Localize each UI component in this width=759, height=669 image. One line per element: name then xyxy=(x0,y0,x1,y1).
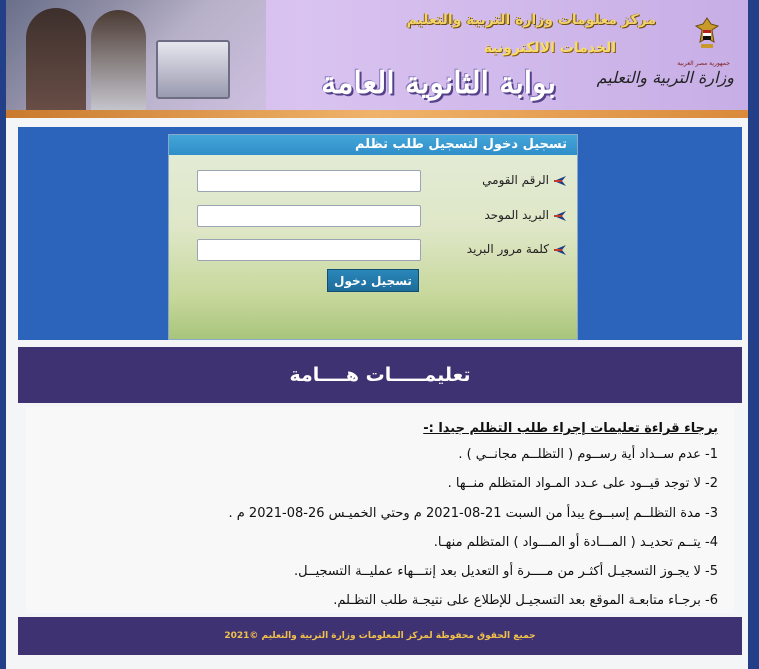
email-password-row xyxy=(169,239,577,263)
login-section xyxy=(18,127,742,340)
ministry-logo-subtitle: جمهورية مصر العربية xyxy=(677,60,730,67)
email-password-label: كلمة مرور البريد xyxy=(466,242,549,256)
arrow-bullet-icon xyxy=(553,243,567,257)
page-container xyxy=(6,0,748,669)
instruction-item: 1- عدم ســداد أية رســوم ( التظلــم مجانــي ) . xyxy=(458,447,718,462)
org-name: مركز معلومات وزارة التربية والتعليم xyxy=(406,12,656,28)
login-button[interactable]: تسجيل دخول xyxy=(327,269,419,292)
header-photo-person-2 xyxy=(91,10,146,118)
login-form xyxy=(168,134,578,340)
instruction-item: 6- برجـاء متابعـة الموقع بعد التسجيـل للإطلاع على نتيجـة طلب التظـلم. xyxy=(333,593,718,608)
header-banner xyxy=(6,0,748,118)
instruction-item: 2- لا توجد قيــود على عـدد المـواد المتظلم منــها . xyxy=(447,476,718,491)
instruction-item: 5- لا يجـوز التسجيـل أكثـر من مــــرة أو التعديل بعد إنتـــهاء عمليــة التسجيــل. xyxy=(294,564,718,579)
national-id-row xyxy=(169,170,577,194)
arrow-bullet-icon xyxy=(553,174,567,188)
arrow-bullet-icon xyxy=(553,209,567,223)
unified-email-label: البريد الموحد xyxy=(484,208,549,222)
unified-email-row xyxy=(169,205,577,229)
national-id-input[interactable] xyxy=(197,170,421,192)
instructions-heading: تعليمـــــات هــــامة xyxy=(18,347,742,403)
unified-email-input[interactable] xyxy=(197,205,421,227)
instruction-item: 3- مدة التظلــم إسبــوع يبدأ من السبت 21-08-2021 م وحتي الخميـس 26-08-2021 م . xyxy=(228,506,718,521)
instructions-panel xyxy=(26,407,734,613)
ministry-logo: وزارة التربية والتعليم xyxy=(596,68,734,87)
portal-title: بوابة الثانوية العامة xyxy=(321,66,556,101)
eagle-emblem-icon xyxy=(694,16,720,52)
header-photo-person-1 xyxy=(26,8,86,118)
footer-copyright: جميع الحقوق محفوظة لمركز المعلومات وزارة التربية والتعليم ©2021 xyxy=(18,617,742,655)
national-id-label: الرقم القومي xyxy=(482,173,549,187)
header-bottom-strip xyxy=(6,110,748,118)
header-photo-monitor xyxy=(156,40,230,99)
instructions-intro: برجاء قراءة تعليمات إجراء طلب التظلم جيدا :- xyxy=(423,421,718,436)
instruction-item: 4- يتــم تحديـد ( المـــادة أو المـــواد ) المتظلم منهـا. xyxy=(433,535,718,550)
header-photo xyxy=(6,0,266,118)
login-form-title xyxy=(169,135,577,155)
email-password-input[interactable] xyxy=(197,239,421,261)
login-form-title-text: تسجيل دخول لتسجيل طلب تظلم xyxy=(354,137,567,152)
services-label: الخدمات الالكترونية xyxy=(483,40,616,56)
